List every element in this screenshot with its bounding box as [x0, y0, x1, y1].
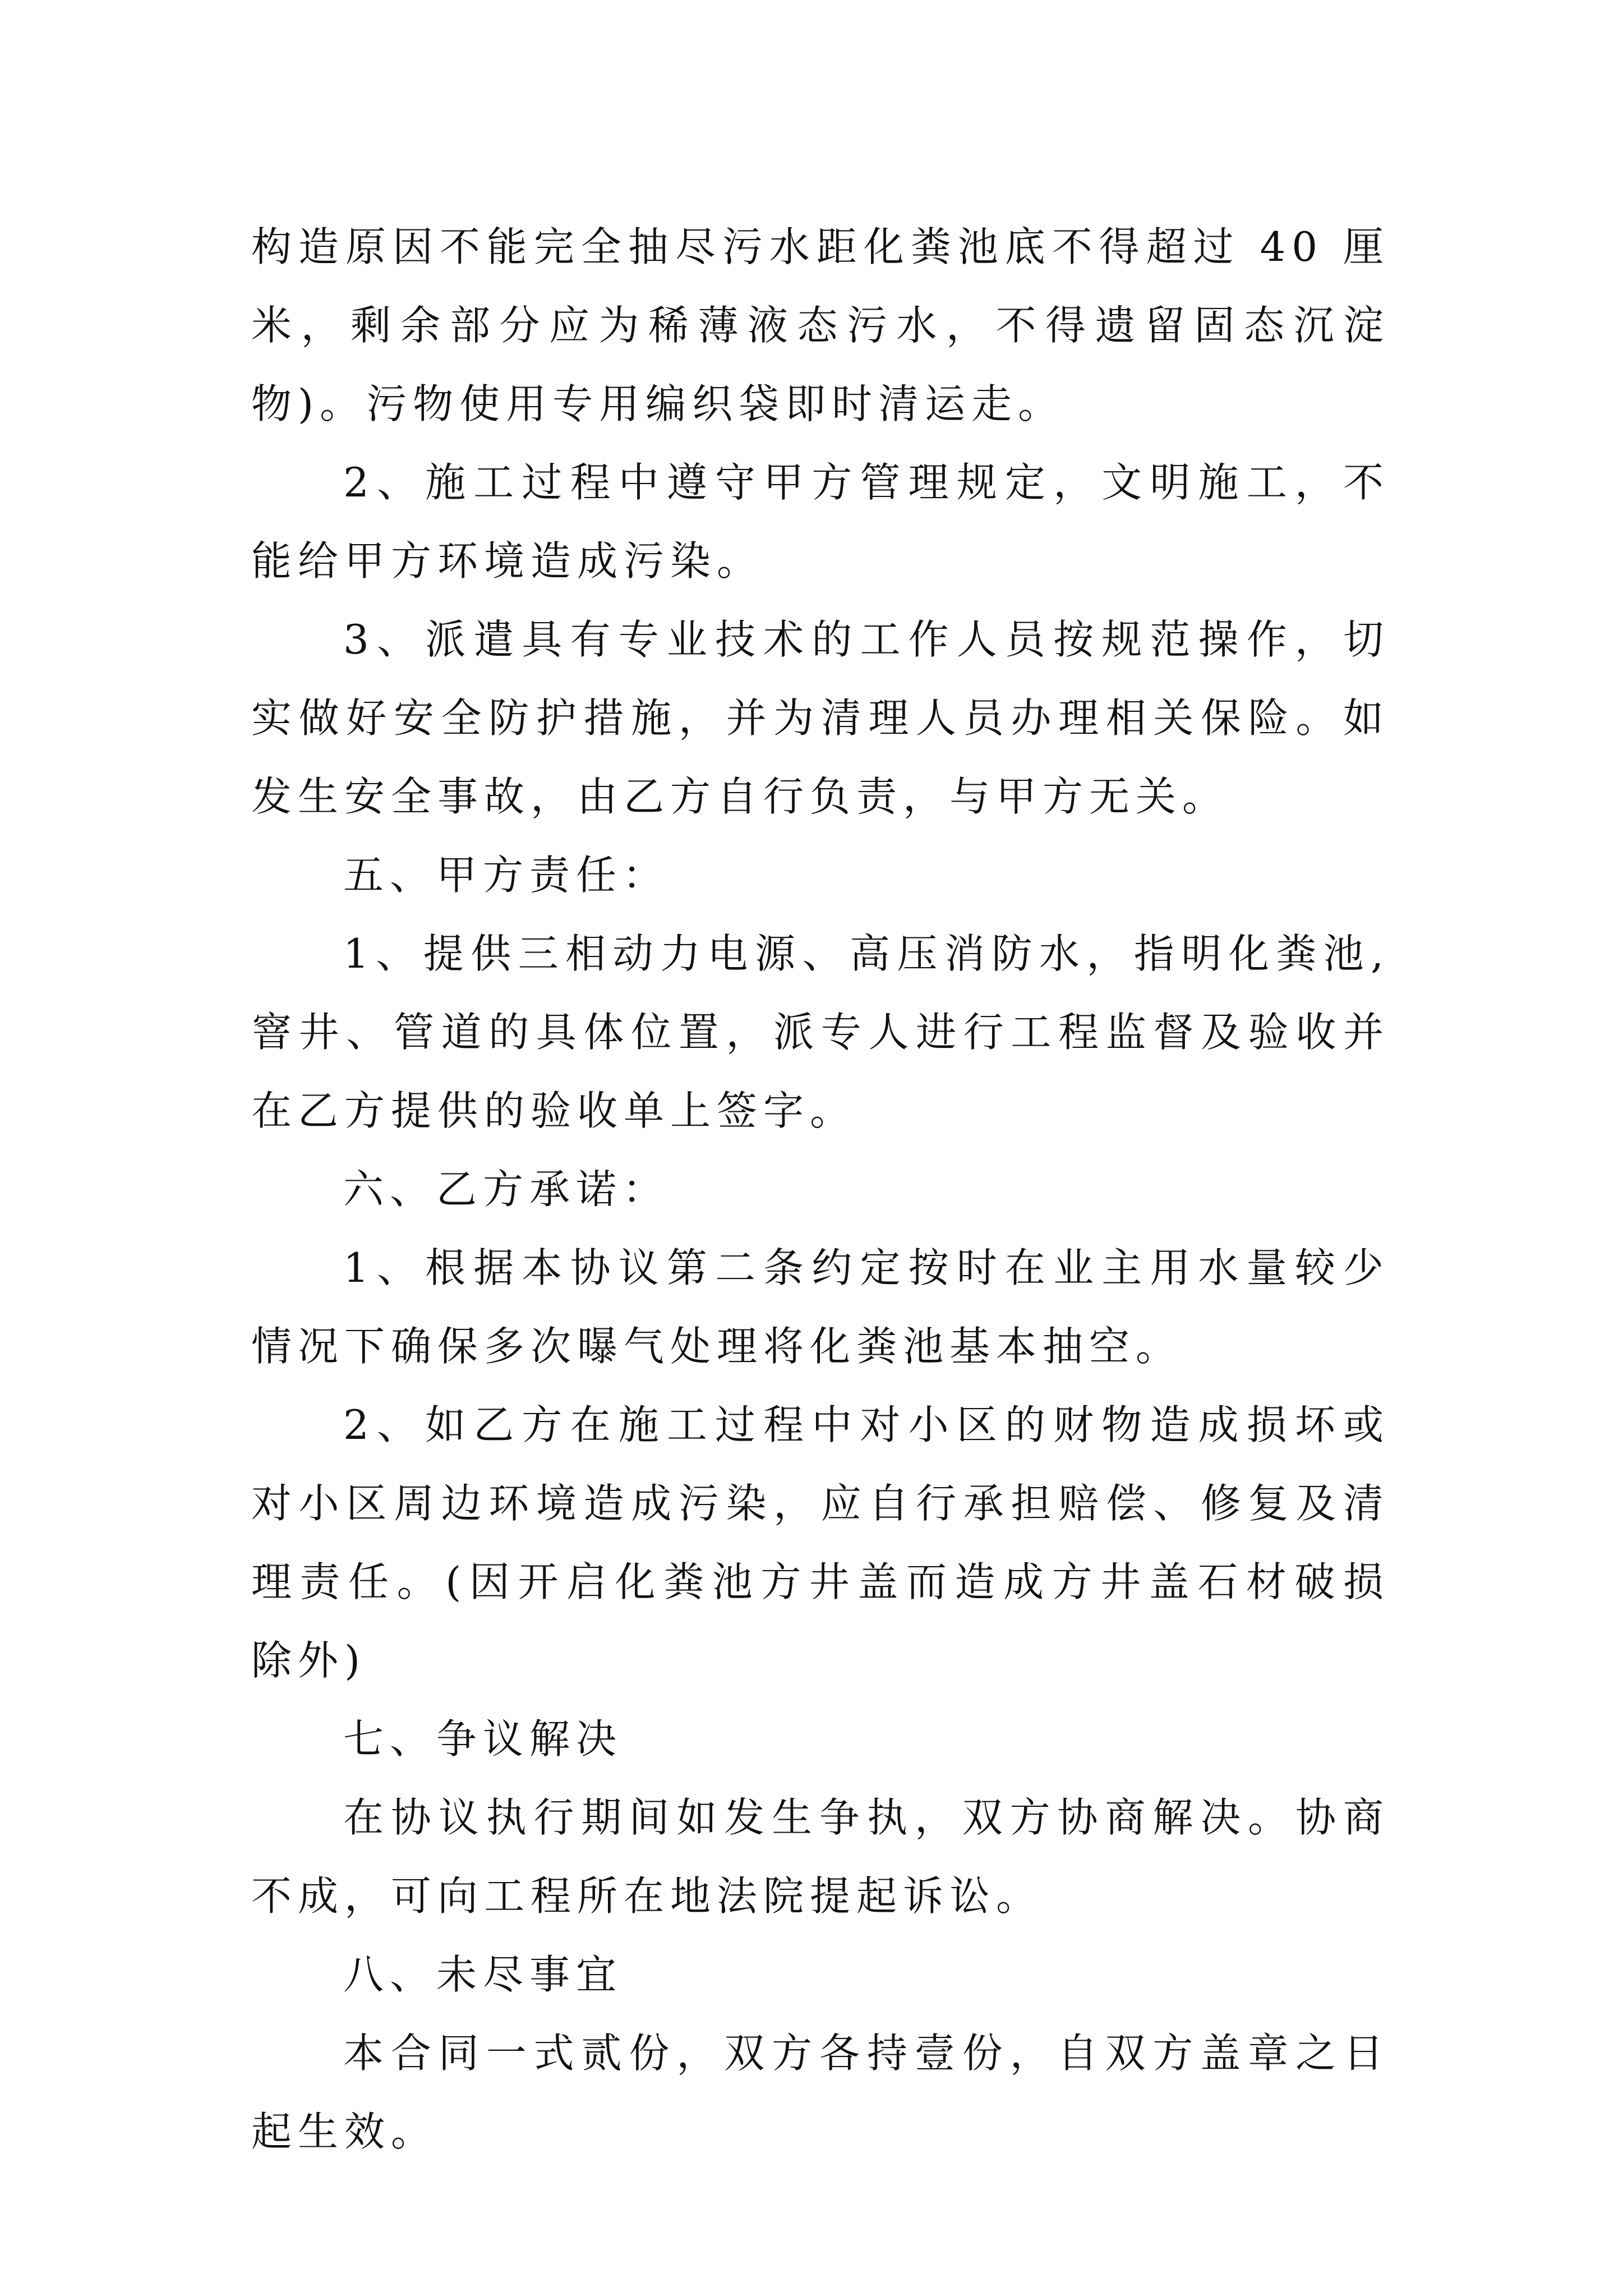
paragraph-clause-2: 2、施工过程中遵守甲方管理规定，文明施工，不能给甲方环境造成污染。: [251, 459, 1390, 585]
section-heading-party-a-responsibility: 五、甲方责任：: [343, 852, 670, 899]
paragraph-party-b-clause-2: 2、如乙方在施工过程中对小区的财物造成损坏或对小区周边环境造成污染，应自行承担赔偿、修复及清理责任。(因开启化粪池方井盖而造成方井盖石材破损除外): [251, 1401, 1390, 1684]
paragraph-clause-3: 3、派遣具有专业技术的工作人员按规范操作，切实做好安全防护措施，并为清理人员办理相关保险。如发生安全事故，由乙方自行负责，与甲方无关。: [251, 616, 1390, 820]
document-body: [251, 208, 1390, 2171]
section-heading-miscellaneous: 八、未尽事宜: [343, 1951, 623, 1998]
paragraph-dispute-resolution: 在协议执行期间如发生争执，双方协商解决。协商不成，可向工程所在地法院提起诉讼。: [251, 1794, 1390, 1920]
paragraph-party-a-clause-1: 1、提供三相动力电源、高压消防水，指明化粪池,窨井、管道的具体位置，派专人进行工程监督及验收并在乙方提供的验收单上签字。: [251, 930, 1390, 1134]
section-heading-dispute-resolution: 七、争议解决: [343, 1715, 623, 1763]
section-heading-party-b-commitment: 六、乙方承诺：: [343, 1166, 670, 1213]
paragraph-effective-clause: 本合同一式贰份，双方各持壹份，自双方盖章之日起生效。: [251, 2030, 1390, 2155]
paragraph-party-b-clause-1: 1、根据本协议第二条约定按时在业主用水量较少情况下确保多次曝气处理将化粪池基本抽空。: [251, 1244, 1390, 1370]
paragraph-continuation: 构造原因不能完全抽尽污水距化粪池底不得超过 40 厘米，剩余部分应为稀薄液态污水，不得遗留固态沉淀物)。污物使用专用编织袋即时清运走。: [251, 223, 1390, 427]
